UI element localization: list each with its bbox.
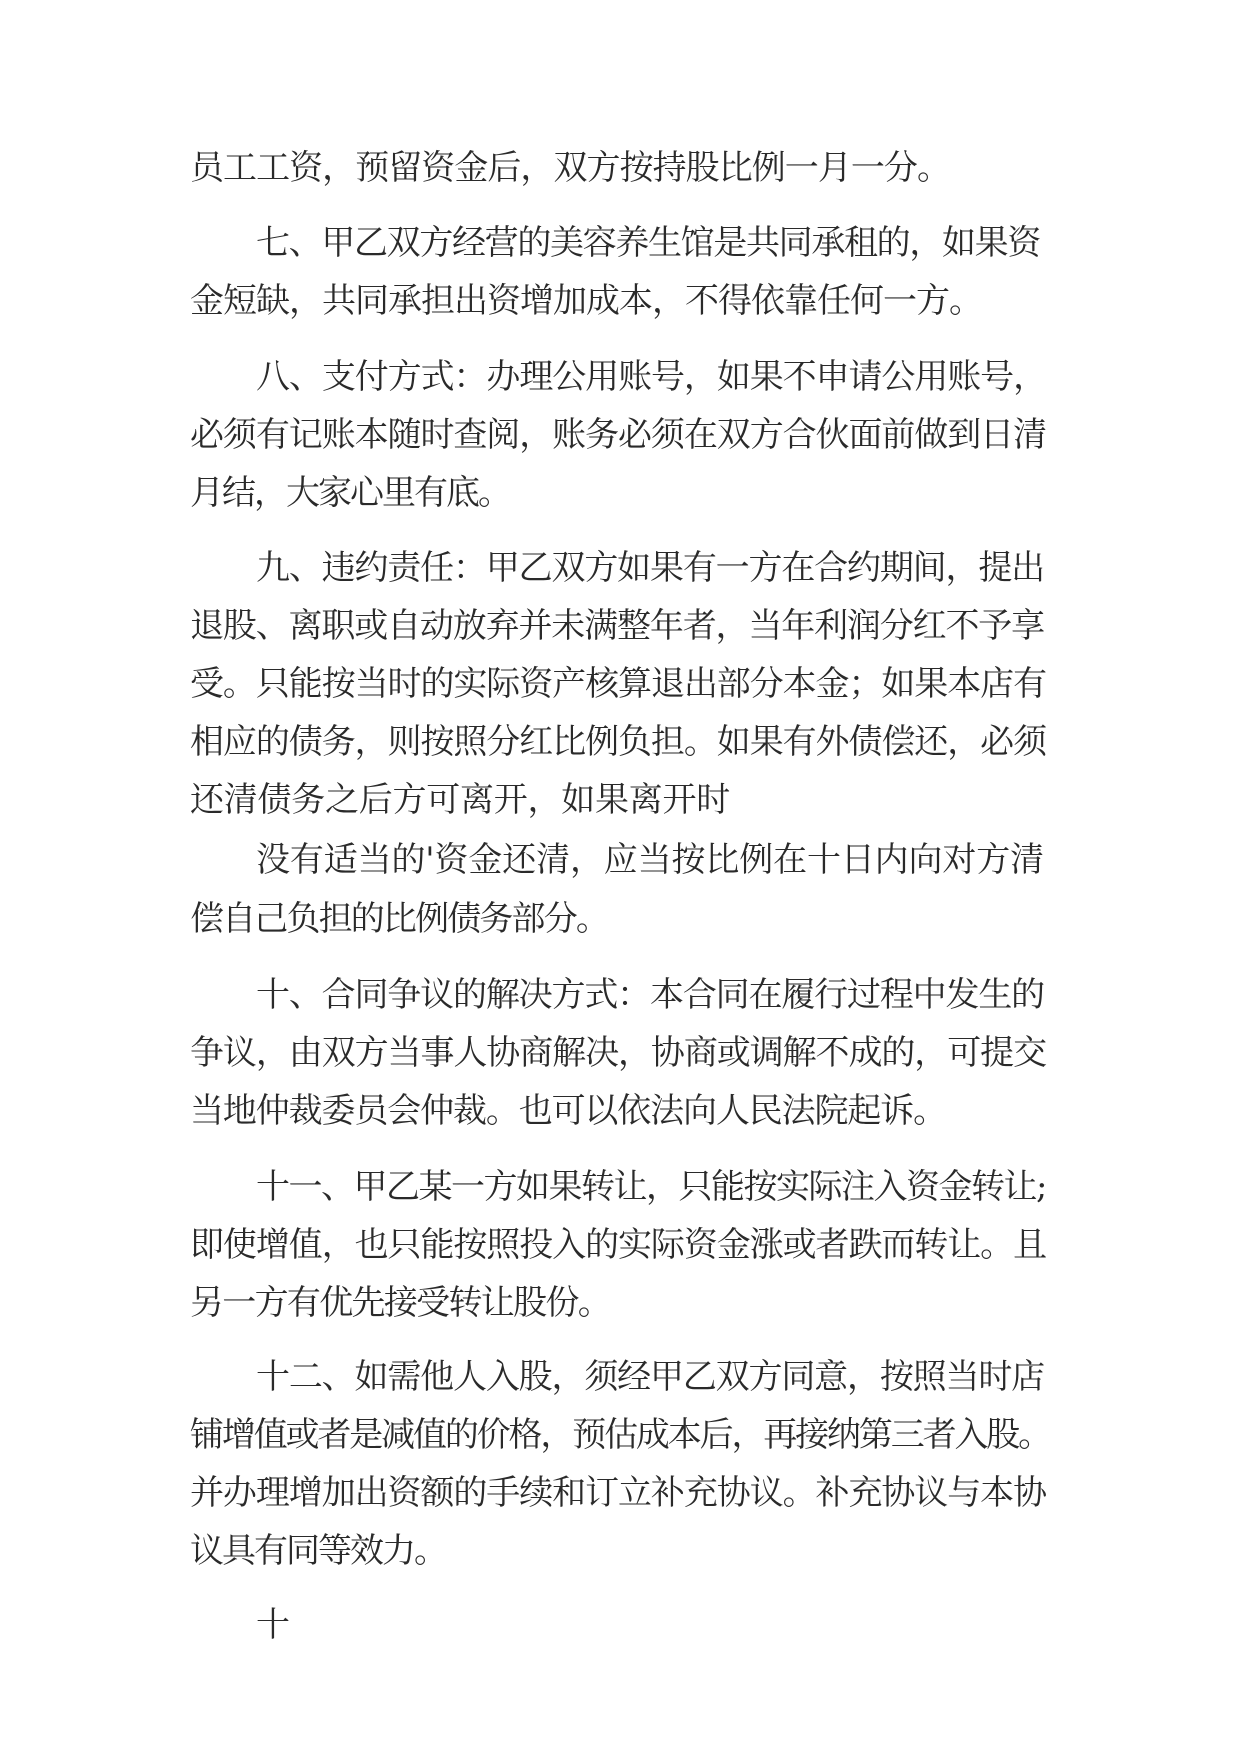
text-line: 没有适当的'资金还清，应当按比例在十日内向对方清 bbox=[256, 840, 1044, 880]
text-line: 十一、甲乙某一方如果转让，只能按实际注入资金转让; bbox=[256, 1167, 1046, 1207]
text-line: 当地仲裁委员会仲裁。也可以依法向人民法院起诉。 bbox=[190, 1091, 946, 1131]
text-line: 十、合同争议的解决方式：本合同在履行过程中发生的 bbox=[256, 975, 1044, 1015]
text-line: 七、甲乙双方经营的美容养生馆是共同承租的，如果资 bbox=[256, 223, 1040, 263]
text-line: 受。只能按当时的实际资产核算退出部分本金；如果本店有 bbox=[190, 664, 1046, 704]
text-line: 金短缺，共同承担出资增加成本，不得依靠任何一方。 bbox=[190, 281, 982, 321]
text-line: 十二、如需他人入股，须经甲乙双方同意，按照当时店 bbox=[256, 1357, 1044, 1397]
text-line: 即使增值，也只能按照投入的实际资金涨或者跌而转让。且 bbox=[190, 1225, 1046, 1265]
text-line: 另一方有优先接受转让股份。 bbox=[190, 1283, 610, 1323]
text-line: 退股、离职或自动放弃并未满整年者，当年利润分红不予享 bbox=[190, 606, 1044, 646]
text-line: 相应的债务，则按照分红比例负担。如果有外债偿还，必须 bbox=[190, 722, 1046, 762]
text-line: 铺增值或者是减值的价格，预估成本后，再接纳第三者入股。 bbox=[190, 1415, 1050, 1455]
text-line: 偿自己负担的比例债务部分。 bbox=[190, 899, 608, 939]
text-line: 并办理增加出资额的手续和订立补充协议。补充协议与本协 bbox=[190, 1473, 1046, 1513]
text-line: 八、支付方式：办理公用账号，如果不申请公用账号， bbox=[256, 357, 1046, 397]
text-line: 议具有同等效力。 bbox=[190, 1531, 446, 1571]
text-line: 月结，大家心里有底。 bbox=[190, 473, 510, 513]
text-line: 必须有记账本随时查阅，账务必须在双方合伙面前做到日清 bbox=[190, 415, 1046, 455]
text-line: 九、违约责任：甲乙双方如果有一方在合约期间，提出 bbox=[256, 548, 1044, 588]
text-line: 员工工资，预留资金后，双方按持股比例一月一分。 bbox=[190, 148, 950, 188]
text-line: 争议，由双方当事人协商解决，协商或调解不成的，可提交 bbox=[190, 1033, 1046, 1073]
text-line: 十 bbox=[256, 1605, 290, 1645]
text-line: 还清债务之后方可离开，如果离开时 bbox=[190, 780, 730, 820]
